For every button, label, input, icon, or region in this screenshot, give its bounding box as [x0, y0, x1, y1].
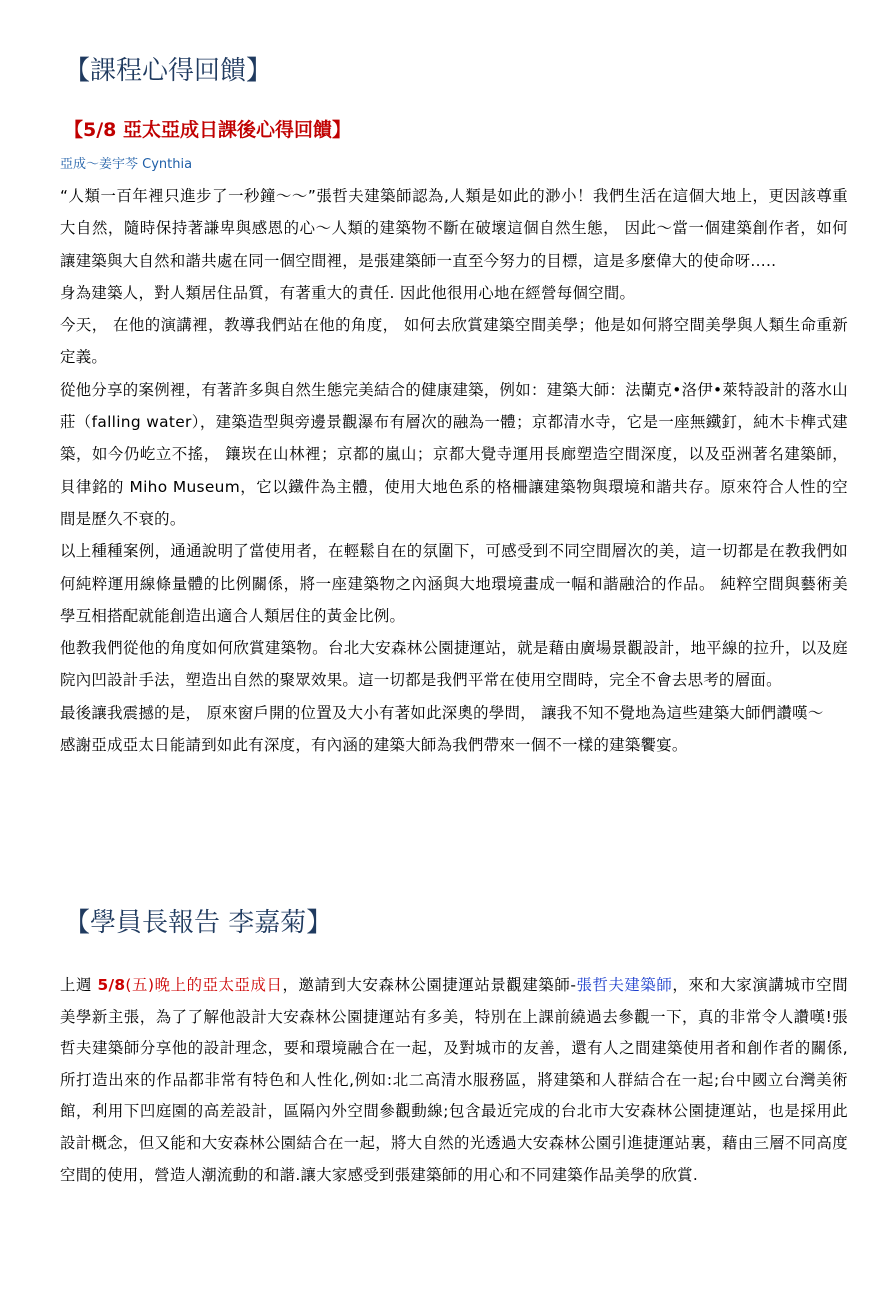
feedback-heading-prefix: 【	[64, 119, 84, 141]
report-body: ，來和大家演講城市空間美學新主張，為了了解他設計大安森林公園捷運站有多美，特別在上課前繞過去參觀一下，真的非常令人讚嘆!張哲夫建築師分享他的設計理念，要和環境融合在一起，及對城市的友善，還有人之間建築使用者和創作者的關係,所打造出來的作品都非常有特色和人性化,例如:北二高清水服務區，將建築和人群結合在一起;台中國立台灣美術館，利用下凹庭園的高差設計，區隔內外空間參觀動線;包含最近完成的台北市大安森林公園捷運站，也是採用此設計概念，但又能和大安森林公園結合在一起，將大自然的光透過大安森林公園引進捷運站裏，藉由三層不同高度空間的使用，營造人潮流動的和諧.讓大家感受到張建築師的用心和不同建築作品美學的欣賞.	[60, 976, 848, 1184]
report-article	[60, 970, 848, 1191]
feedback-author: 亞成～姜宇芩 Cynthia	[60, 157, 193, 172]
feedback-paragraph: 身為建築人，對人類居住品質，有著重大的責任. 因此他很用心地在經營每個空間。	[60, 283, 636, 302]
feedback-article	[60, 180, 848, 761]
report-date: 5/8	[97, 976, 126, 994]
feedback-paragraph: 以上種種案例，通通說明了當使用者，在輕鬆自在的氛圍下，可感受到不同空間層次的美，這一切都是在教我們如何純粹運用線條量體的比例關係，將一座建築物之內涵與大地環境畫成一幅和諧融洽的作品。 純粹空間與藝術美學互相搭配就能創造出適合人類居住的黃金比例。	[60, 542, 848, 625]
report-intro-mid: ，邀請到大安森林公園捷運站景觀建築師-	[282, 976, 577, 994]
report-architect-name: 張哲夫建築師	[576, 976, 673, 994]
feedback-paragraph: “人類一百年裡只進步了一秒鐘～～”張哲夫建築師認為,人類是如此的渺小！我們生活在這個大地上，更因該尊重大自然，隨時保持著謙卑與感恩的心～人類的建築物不斷在破壞這個自然生態， 因此～當一個建築創作者，如何讓建築與大自然和諧共處在同一個空間裡，是張建築師一直至今努力的目標，這是多麼偉大的使命呀.....	[60, 187, 848, 270]
report-paragraph	[60, 970, 848, 1191]
report-intro: 上週	[60, 976, 98, 994]
feedback-paragraph: 最後讓我震撼的是， 原來窗戶開的位置及大小有著如此深奧的學問， 讓我不知不覺地為這些建築大師們讚嘆～	[60, 703, 824, 722]
feedback-heading-date: 5/8	[83, 119, 117, 141]
report-heading: 【學員長報告 李嘉菊】	[64, 908, 333, 938]
report-event: (五)晚上的亞太亞成日	[125, 976, 283, 994]
page-title: 【課程心得回饋】	[64, 56, 273, 86]
feedback-heading-text: 亞太亞成日課後心得回饋】	[116, 119, 352, 141]
feedback-paragraph: 感謝亞成亞太日能請到如此有深度，有內涵的建築大師為我們帶來一個不一樣的建築饗宴。	[60, 736, 688, 755]
feedback-heading	[64, 117, 351, 143]
feedback-paragraph: 從他分享的案例裡，有著許多與自然生態完美結合的健康建築，例如：建築大師：法蘭克•洛伊•萊特設計的落水山莊（falling water），建築造型與旁邊景觀瀑布有層次的融為一體；京都清水寺，它是一座無鐵釘，純木卡榫式建築，如今仍屹立不搖， 鑲崁在山林裡；京都的嵐山；京都大覺寺運用長廊塑造空間深度，以及亞洲著名建築師，貝律銘的 Miho Museum，它以鐵件為主體，使用大地色系的格柵讓建築物與環境和諧共存。原來符合人性的空間是歷久不衰的。	[60, 380, 848, 528]
feedback-paragraph: 他教我們從他的角度如何欣賞建築物。台北大安森林公園捷運站，就是藉由廣場景觀設計，地平線的拉升，以及庭院內凹設計手法，塑造出自然的聚眾效果。這一切都是我們平常在使用空間時，完全不會去思考的層面。	[60, 639, 848, 690]
feedback-paragraph: 今天， 在他的演講裡，教導我們站在他的角度， 如何去欣賞建築空間美學；他是如何將空間美學與人類生命重新定義。	[60, 316, 848, 367]
